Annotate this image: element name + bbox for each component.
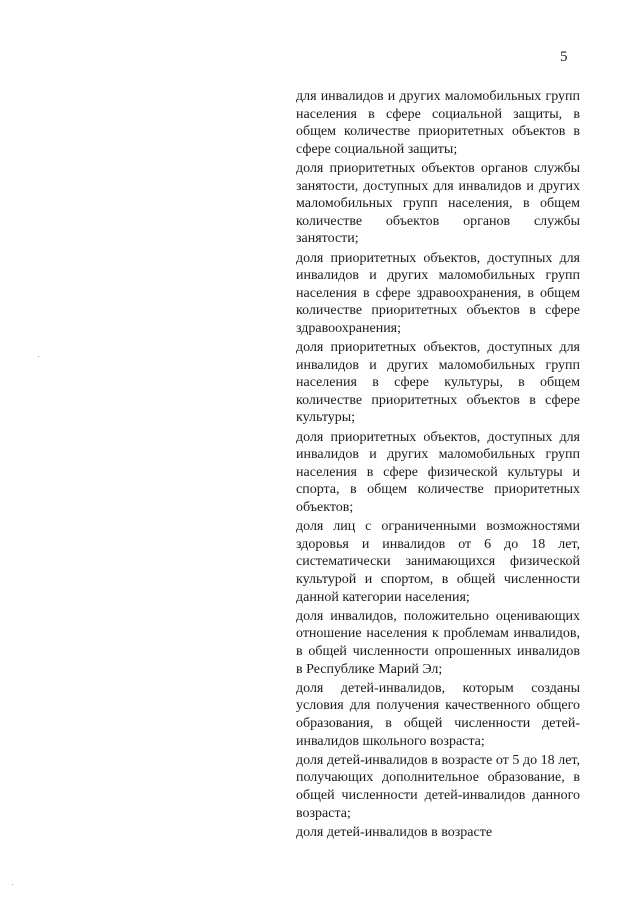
scan-speck (38, 356, 39, 357)
paragraph-sport-participation: доля лиц с ограниченными возможностями здоровья и инвалидов от 6 до 18 лет, систематически занимающихся физической культурой и спортом, в общей численности данной категории населения; (296, 519, 580, 605)
paragraph-culture: доля приоритетных объектов, доступных для инвалидов и других маломобильных групп населения в сфере культуры, в общем количестве приоритетных объектов в сфере культуры; (296, 340, 580, 426)
paragraph-social-protection: для инвалидов и других маломобильных групп населения в сфере социальной защиты, в общем количестве приоритетных объектов в сфере социальной защиты; (296, 89, 580, 157)
paragraph-employment-services: доля приоритетных объектов органов службы занятости, доступных для инвалидов и других маломобильных групп населения, в общем количестве объектов органов службы занятости; (296, 160, 580, 247)
text-column (296, 88, 580, 843)
paragraph-sport-facilities: доля приоритетных объектов, доступных для инвалидов и других маломобильных групп населения в сфере физической культуры и спорта, в общем количестве приоритетных объектов; (296, 429, 580, 516)
paragraph-general-education: доля детей-инвалидов, которым созданы условия для получения качественного общего образования, в общей численности детей-инвалидов школьного возраста; (296, 680, 580, 749)
paragraph-continuation: доля детей-инвалидов в возрасте (296, 824, 493, 840)
page-number: 5 (560, 49, 568, 65)
paragraph-public-attitude: доля инвалидов, положительно оценивающих отношение населения к проблемам инвалидов, в общей численности опрошенных инвалидов в Республике Марий Эл; (296, 608, 580, 677)
paragraph-healthcare: доля приоритетных объектов, доступных для инвалидов и других маломобильных групп населения в сфере здравоохранения, в общем количестве приоритетных объектов в сфере здравоохранения; (296, 250, 580, 336)
scan-speck (12, 884, 13, 885)
paragraph-additional-education: доля детей-инвалидов в возрасте от 5 до 18 лет, получающих дополнительное образование, в общей численности детей-инвалидов данного возраста; (296, 752, 580, 821)
